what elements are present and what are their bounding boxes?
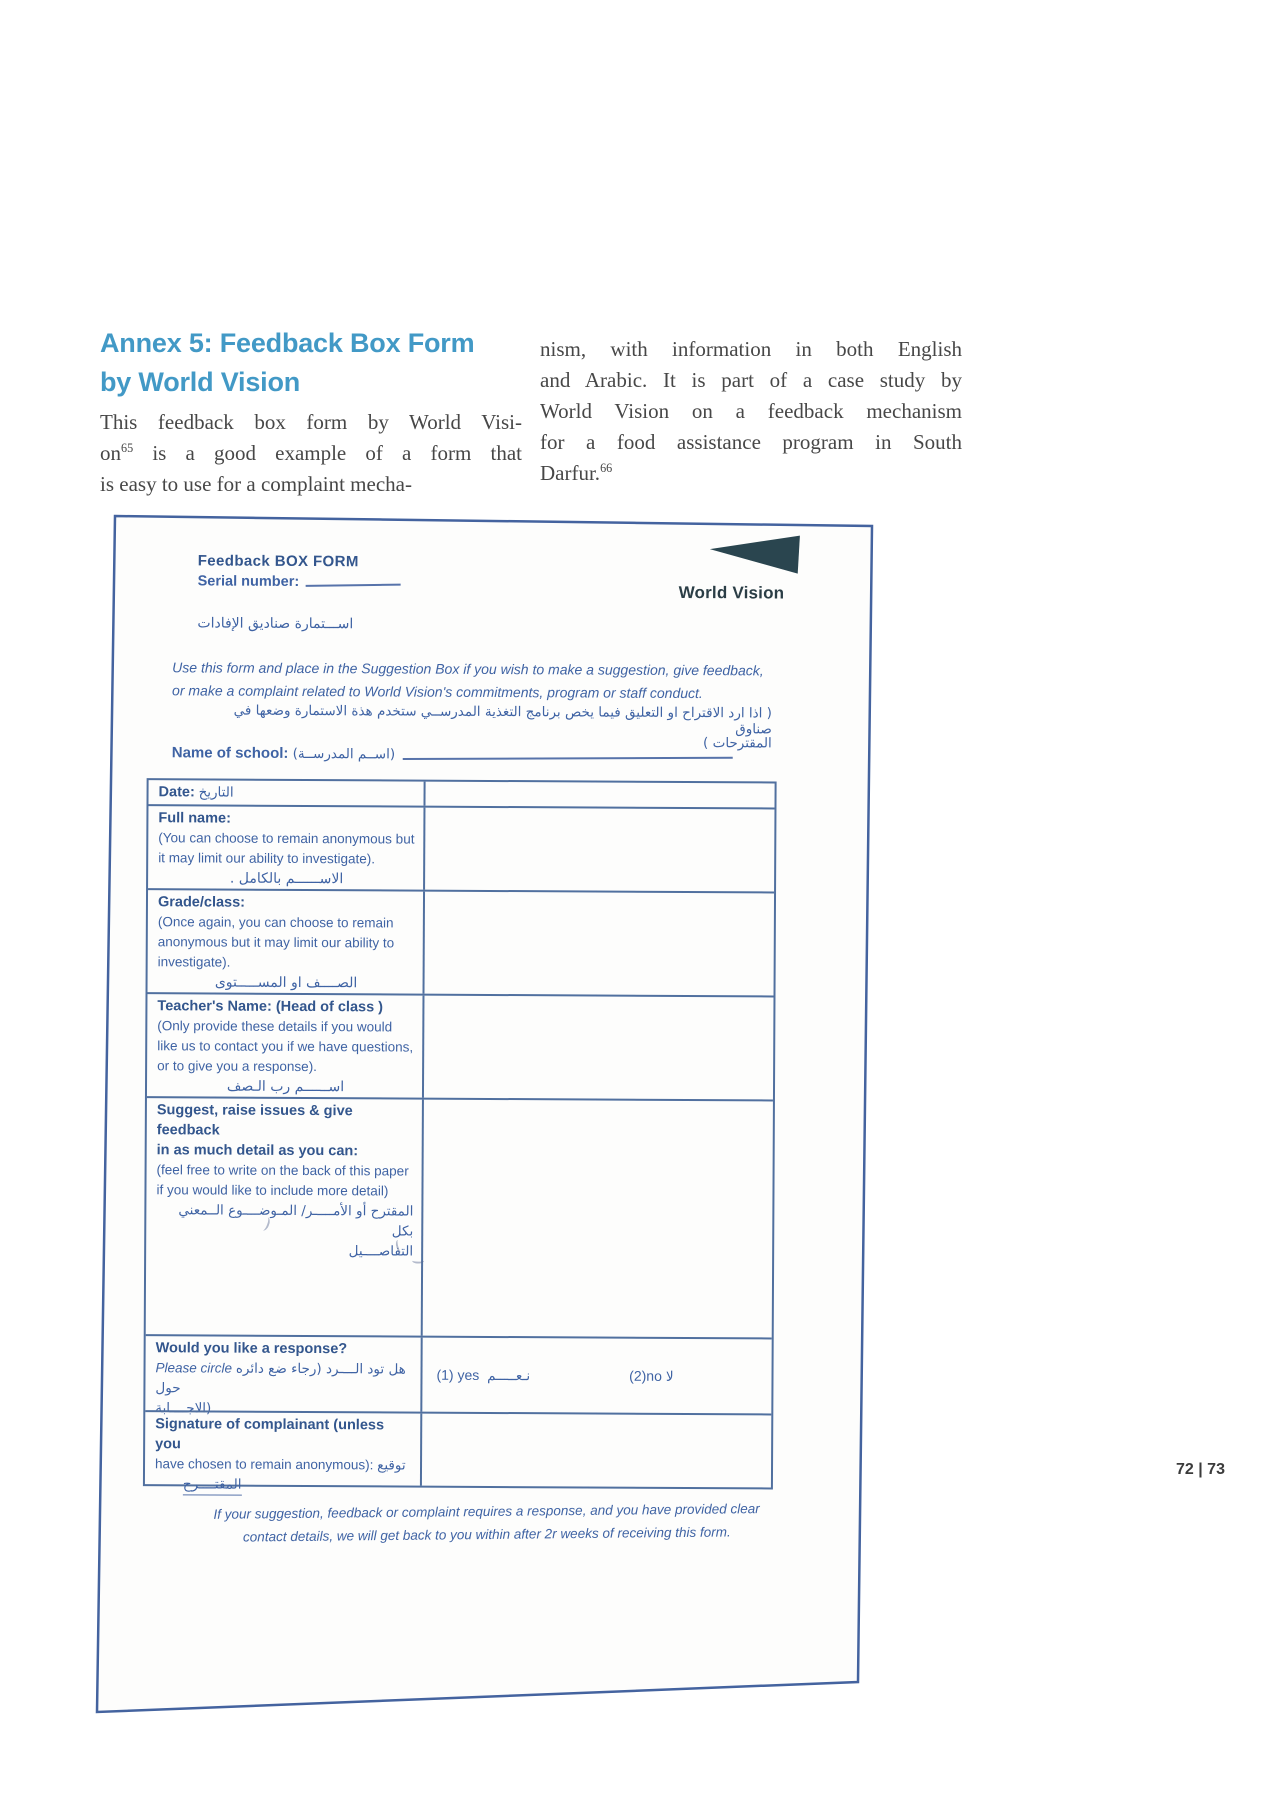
- response-yes-option: [436, 1366, 534, 1384]
- table-row-grade: [148, 888, 775, 995]
- signature-note: [155, 1454, 412, 1475]
- suggest-label-arabic: التفاصــــيل: [348, 1243, 414, 1260]
- fullname-label: Full name:: [158, 810, 231, 827]
- date-label-arabic: التاريخ: [198, 784, 234, 801]
- form-title: Feedback BOX FORM: [197, 552, 359, 571]
- annex-heading: [100, 324, 530, 402]
- instructions-line: Use this form and place in the Suggestion Box if you wish to make a suggestion, give feedback,: [172, 659, 764, 679]
- table-row-teacher: [147, 992, 774, 1099]
- date-label: Date:: [158, 784, 195, 801]
- form-instructions-arabic: المقترحات ): [703, 735, 772, 752]
- footnote-marker: 65: [121, 441, 134, 455]
- suggest-label-cell: [146, 1098, 424, 1335]
- grade-label: Grade/class:: [157, 894, 246, 911]
- annex-heading-line2: by World Vision: [100, 367, 301, 397]
- response-label: Would you like a response?: [155, 1340, 348, 1358]
- form-footer-note: [182, 1497, 792, 1549]
- fullname-label-arabic: الاســــــم بالكامل .: [229, 870, 344, 888]
- table-row-suggest: [146, 1096, 773, 1337]
- response-no-label: (2)no: [629, 1367, 662, 1384]
- fullname-note: it may limit our ability to investigate).: [158, 850, 376, 867]
- pencil-smudge: [412, 1258, 424, 1264]
- school-name-field: [172, 744, 733, 764]
- signature-note-arabic: توقيع: [377, 1457, 406, 1474]
- body-text: for a food assistance program in South: [540, 430, 962, 454]
- school-name-label: Name of school:: [171, 744, 289, 762]
- body-text: World Vision on a feedback mechanism: [540, 399, 962, 423]
- response-note: [155, 1358, 412, 1399]
- feedback-form: [109, 516, 872, 1710]
- annex-heading-line1: Annex 5: Feedback Box Form: [100, 328, 475, 358]
- teacher-label-arabic: اســــــم رب الـصف: [226, 1078, 345, 1096]
- body-text: Darfur.: [540, 461, 601, 485]
- page-number: 72 | 73: [1176, 1461, 1225, 1478]
- footer-note-line: If your suggestion, feedback or complaint requires a response, and you have provided clear: [213, 1501, 760, 1522]
- body-text: is easy to use for a complaint mecha-: [100, 472, 412, 496]
- teacher-note: (Only provide these details if you would: [157, 1018, 393, 1035]
- suggest-label: Suggest, raise issues & give feedback: [156, 1102, 353, 1139]
- grade-label-cell: [148, 890, 426, 993]
- response-value-cell: [422, 1338, 771, 1414]
- response-no-option: [629, 1367, 677, 1384]
- teacher-value-cell: [424, 996, 774, 1100]
- body-text: on: [100, 441, 121, 465]
- body-text: is a good example of a form that: [133, 441, 522, 465]
- response-note-arabic: الاجــــابة): [155, 1400, 212, 1417]
- teacher-label-cell: [147, 994, 425, 1097]
- serial-number-label: Serial number:: [197, 573, 300, 590]
- response-note: Please circle: [155, 1360, 233, 1376]
- body-text: nism, with information in both English: [540, 337, 962, 361]
- signature-value-cell: [422, 1414, 771, 1488]
- grade-note: investigate).: [157, 954, 231, 970]
- signature-note: have chosen to remain anonymous):: [154, 1456, 374, 1473]
- signature-label: Signature of complainant (unless you: [155, 1416, 385, 1453]
- grade-note: anonymous but it may limit our ability to: [157, 934, 395, 951]
- body-column-right: [540, 334, 962, 489]
- school-name-label-arabic: (اســم المدرســة): [292, 745, 396, 763]
- form-instructions-arabic: ( اذا ارد الاقتراح او التعليق فيما يخص برنامج التغذية المدرســي ستخدم هذة الاستمارة وضعها في صناوق: [233, 702, 773, 738]
- fullname-label-cell: [148, 806, 425, 889]
- suggest-label-arabic: المقترح أو الأمـــــر/ المـوضــــوع الــمعني بكل: [178, 1202, 414, 1240]
- form-instructions: [172, 656, 824, 705]
- body-text: [540, 458, 962, 489]
- response-yes-arabic: نـعـــــم: [487, 1367, 531, 1384]
- teacher-note: or to give you a response).: [157, 1058, 318, 1075]
- body-text: [100, 438, 522, 469]
- response-no-arabic: لا: [665, 1368, 674, 1385]
- serial-number-field: [198, 573, 401, 590]
- body-column-left: [100, 407, 522, 500]
- response-yes-label: (1) yes: [436, 1366, 480, 1383]
- suggest-label: in as much detail as you can:: [156, 1142, 359, 1160]
- instructions-line: or make a complaint related to World Vision's commitments, program or staff conduct.: [172, 682, 703, 702]
- teacher-note: like us to contact you if we have questions,: [157, 1038, 414, 1055]
- form-title-arabic: اســـتمارة صناديق الإفادات: [197, 615, 354, 633]
- world-vision-flag-icon: [708, 533, 802, 575]
- date-label-cell: [148, 780, 425, 805]
- fullname-value-cell: [425, 808, 774, 892]
- suggest-value-cell: [423, 1100, 773, 1338]
- serial-number-underline: [305, 584, 400, 587]
- date-value-cell: [425, 782, 774, 808]
- signature-label-cell: [145, 1412, 422, 1493]
- suggest-note: if you would like to include more detail): [156, 1182, 389, 1199]
- signature-label-arabic: المقتــــرح: [183, 1474, 242, 1495]
- footer-note-line: contact details, we will get back to you within after 2r weeks of receiving this form.: [242, 1524, 731, 1545]
- grade-note: (Once again, you can choose to remain: [157, 914, 394, 931]
- response-label-cell: [145, 1336, 422, 1417]
- table-row-signature: [145, 1410, 771, 1493]
- suggest-note: (feel free to write on the back of this paper: [156, 1162, 409, 1179]
- feedback-table: [143, 778, 777, 1493]
- table-row-fullname: [148, 804, 774, 891]
- grade-value-cell: [425, 892, 775, 996]
- body-text: This feedback box form by World Visi-: [100, 410, 522, 434]
- school-name-underline: [403, 757, 733, 760]
- table-row-response: [145, 1334, 771, 1417]
- teacher-label: Teacher's Name: (Head of class ): [157, 998, 384, 1016]
- fullname-note: (You can choose to remain anonymous but: [158, 830, 415, 847]
- response-note-arabic: هل تود الــــرد (رجاء ضع دائره حول: [155, 1360, 406, 1397]
- grade-label-arabic: الصــــف او المســـــتوى: [214, 974, 358, 992]
- body-text: and Arabic. It is part of a case study by: [540, 368, 962, 392]
- table-row-date: [148, 780, 774, 807]
- world-vision-logotype: World Vision: [678, 582, 785, 603]
- footnote-marker: 66: [600, 461, 613, 475]
